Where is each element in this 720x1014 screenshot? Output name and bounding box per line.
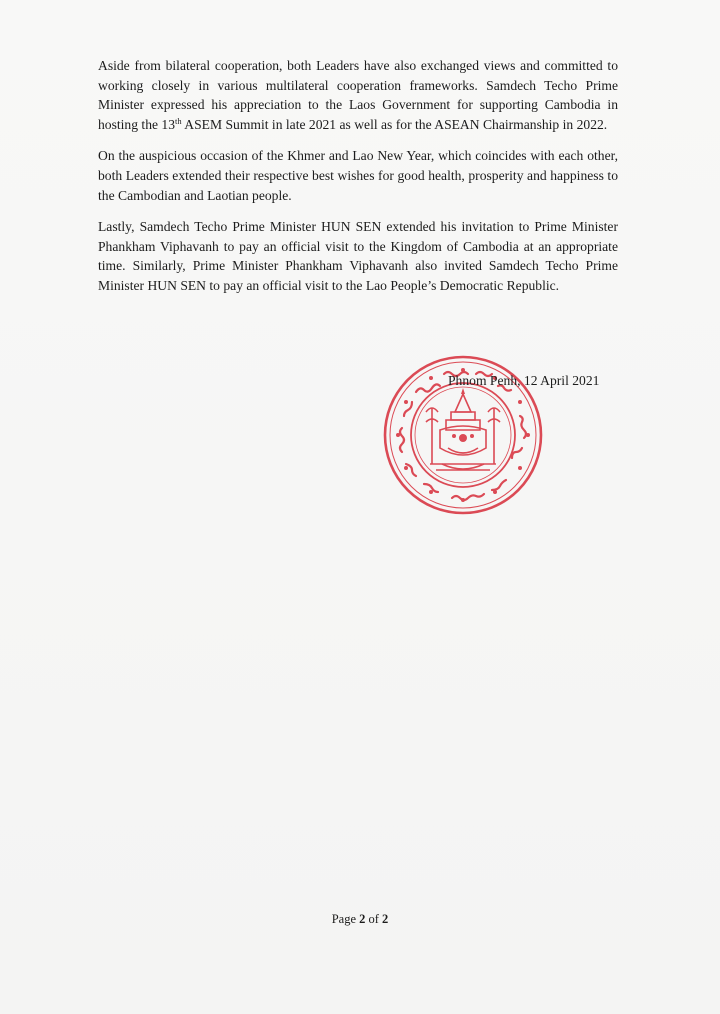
paragraph-text: Aside from bilateral cooperation, both Leaders have also exchanged views and committed to working closely in various multilateral cooperation frameworks. Samdech Techo Prime Minister expressed his appreciation to the Laos Government for supporting Cambodia in hosting the 13 [98, 58, 618, 132]
page-word: Page [331, 912, 356, 926]
letter-body [98, 56, 618, 308]
place-date: Phnom Penh, 12 April 2021 [448, 373, 600, 388]
paragraph-new-year: On the auspicious occasion of the Khmer and Lao New Year, which coincides with each other, both Leaders extended their respective best wishes for good health, prosperity and happiness to the Cambodian and Laotian people. [98, 148, 618, 203]
page-total: 2 [382, 912, 389, 926]
of-word: of [368, 912, 379, 926]
page-footer [0, 912, 720, 927]
ordinal-suffix: th [175, 115, 182, 126]
page-current: 2 [359, 912, 366, 926]
paragraph-invitation: Lastly, Samdech Techo Prime Minister HUN SEN extended his invitation to Prime Minister Phankham Viphavanh to pay an official visit to the Kingdom of Cambodia at an appropriate time. Similarly, Prime Minister Phankham Viphavanh also invited Samdech Techo Prime Minister HUN SEN to pay an official visit to the Lao People’s Democratic Republic. [98, 219, 618, 293]
paragraph-multilateral [98, 56, 618, 134]
paragraph-text: ASEM Summit in late 2021 as well as for the ASEAN Chairmanship in 2022. [181, 116, 608, 132]
